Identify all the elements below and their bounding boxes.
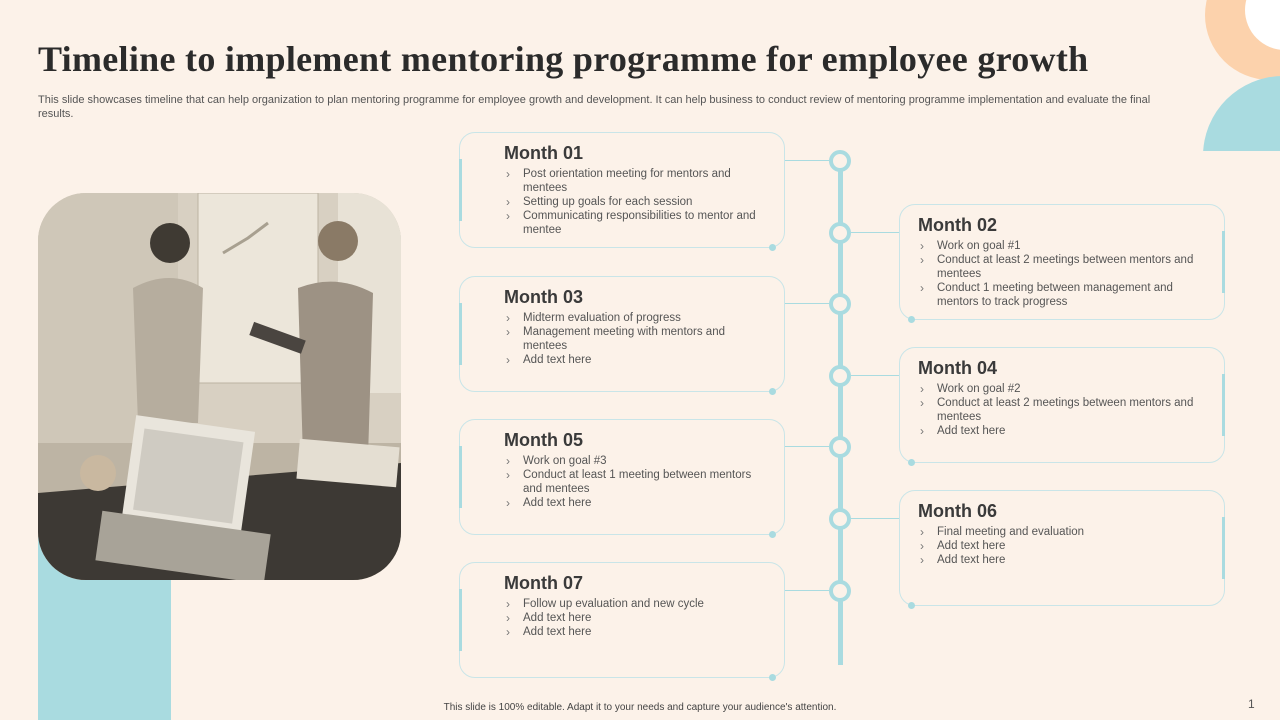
month-card-06 [899,490,1225,606]
slide-title: Timeline to implement mentoring programme for employee growth [38,39,1089,79]
list-item: › Work on goal #2 [918,382,1203,396]
timeline-node-04 [829,365,851,387]
month-items [504,597,759,639]
month-items [918,382,1203,438]
card-dot [769,674,776,681]
card-dot [908,316,915,323]
list-item: › Communicating responsibilities to mentor and mentee [504,209,759,237]
timeline-node-02 [829,222,851,244]
list-item: › Add text here [918,553,1203,567]
card-accent [459,159,462,221]
slide-subtitle: This slide showcases timeline that can help organization to plan mentoring programme for employee growth and development. It can help business to conduct review of mentoring programme implementation and evaluate the final results. [38,94,1151,120]
page-number: 1 [1248,697,1255,711]
footer-note: This slide is 100% editable. Adapt it to your needs and capture your audience's attention. [443,702,837,713]
card-accent [1222,231,1225,293]
meeting-photo [38,193,401,580]
month-card-03 [459,276,785,392]
month-label: Month 01 [504,143,583,163]
timeline-node-07 [829,580,851,602]
list-item: › Work on goal #3 [504,454,759,468]
month-label: Month 04 [918,358,997,378]
list-item: › Conduct at least 2 meetings between mentors and mentees [918,396,1203,424]
month-card-05 [459,419,785,535]
list-item: › Add text here [918,539,1203,553]
card-dot [908,602,915,609]
month-label: Month 07 [504,573,583,593]
list-item: › Add text here [918,424,1203,438]
month-items [504,454,759,510]
list-item: › Conduct 1 meeting between management and mentors to track progress [918,281,1203,309]
connector-05 [783,446,829,447]
month-card-02 [899,204,1225,320]
timeline-node-06 [829,508,851,530]
month-label: Month 03 [504,287,583,307]
list-item: › Setting up goals for each session [504,195,759,209]
card-dot [769,244,776,251]
month-label: Month 06 [918,501,997,521]
card-accent [459,303,462,365]
month-card-04 [899,347,1225,463]
card-dot [908,459,915,466]
card-dot [769,388,776,395]
card-accent [459,446,462,508]
connector-04 [851,375,899,376]
connector-03 [783,303,829,304]
card-accent [1222,517,1225,579]
list-item: › Work on goal #1 [918,239,1203,253]
month-items [918,525,1203,567]
month-items [918,239,1203,309]
list-item: › Follow up evaluation and new cycle [504,597,759,611]
list-item: › Add text here [504,353,759,367]
timeline-node-03 [829,293,851,315]
list-item: › Final meeting and evaluation [918,525,1203,539]
list-item: › Midterm evaluation of progress [504,311,759,325]
connector-01 [783,160,829,161]
timeline-node-01 [829,150,851,172]
list-item: › Conduct at least 1 meeting between mentors and mentees [504,468,759,496]
timeline-node-05 [829,436,851,458]
list-item: › Add text here [504,625,759,639]
month-card-01 [459,132,785,248]
month-items [504,311,759,367]
list-item: › Post orientation meeting for mentors and mentees [504,167,759,195]
card-dot [769,531,776,538]
list-item: › Add text here [504,496,759,510]
month-items [504,167,759,237]
connector-07 [783,590,829,591]
list-item: › Add text here [504,611,759,625]
connector-02 [851,232,899,233]
list-item: › Management meeting with mentors and mentees [504,325,759,353]
connector-06 [851,518,899,519]
month-label: Month 02 [918,215,997,235]
card-accent [459,589,462,651]
month-card-07 [459,562,785,678]
month-label: Month 05 [504,430,583,450]
card-accent [1222,374,1225,436]
list-item: › Conduct at least 2 meetings between mentors and mentees [918,253,1203,281]
